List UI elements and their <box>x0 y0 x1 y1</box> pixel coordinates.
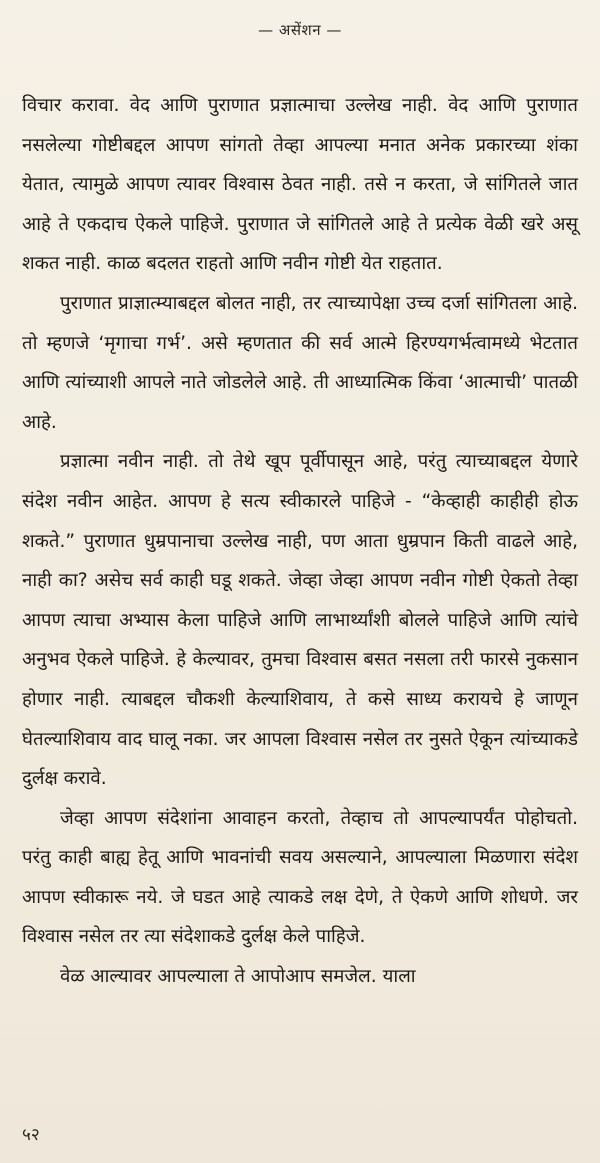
paragraph-5: वेळ आल्यावर आपल्याला ते आपोआप समजेल. याला <box>60 966 416 988</box>
paragraph-1: विचार करावा. वेद आणि पुराणात प्रज्ञात्माचा उल्लेख नाही. वेद आणि पुराणात नसलेल्या गोष्टीबद्दल आपण सांगतो तेव्हा आपल्या मनात अनेक प्रकारच्या शंका येतात, त्यामुळे आपण त्यावर विश्वास ठेवत नाही. तसे न करता, जे सांगितले जात आहे ते एकदाच ऐकले पाहिजे. पुराणात जे सांगितले आहे ते प्रत्येक वेळी खरे असू शकत नाही. काळ बदलत राहतो आणि नवीन गोष्टी येत राहतात. <box>22 95 578 275</box>
paragraph-3: प्रज्ञात्मा नवीन नाही. तो तेथे खूप पूर्वीपासून आहे, परंतु त्याच्याबद्दल येणारे संदेश नवीन आहेत. आपण हे सत्य स्वीकारले पाहिजे - “केव्हाही काहीही होऊ शकते.” पुराणात धुम्रपानाचा उल्लेख नाही, पण आता धुम्रपान किती वाढले आहे, नाही का? असेच सर्व काही घडू शकते. जेव्हा जेव्हा आपण नवीन गोष्टी ऐकतो तेव्हा आपण त्याचा अभ्यास केला पाहिजे आणि लाभार्थ्यांशी बोलले पाहिजे आणि त्यांचे अनुभव ऐकले पाहिजे. हे केल्यावर, तुमचा विश्वास बसत नसला तरी फारसे नुकसान होणार नाही. त्याबद्दल चौकशी केल्याशिवाय, ते कसे साध्य करायचे हे जाणून घेतल्याशिवाय वाद घालू नका. जर आपला विश्वास नसेल तर नुसते ऐकून त्यांच्याकडे दुर्लक्ष करावे. <box>22 451 578 790</box>
page-number: ५२ <box>22 1125 40 1145</box>
body-text <box>22 86 578 997</box>
running-header: — असेंशन — <box>258 21 342 39</box>
paragraph-4: जेव्हा आपण संदेशांना आवाहन करतो, तेव्हाच तो आपल्यापर्यंत पोहोचतो. परंतु काही बाह्य हेतू आणि भावनांची सवय असल्याने, आपल्याला मिळणारा संदेश आपण स्वीकारू नये. जे घडत आहे त्याकडे लक्ष देणे, ते ऐकणे आणि शोधणे. जर विश्वास नसेल तर त्या संदेशाकडे दुर्लक्ष केले पाहिजे. <box>22 807 578 948</box>
paragraph-2: पुराणात प्राज्ञात्म्याबद्दल बोलत नाही, तर त्याच्यापेक्षा उच्च दर्जा सांगितला आहे. तो म्हणजे ‘मृगाचा गर्भ’. असे म्हणतात की सर्व आत्मे हिरण्यगर्भत्वामध्ये भेटतात आणि त्यांच्याशी आपले नाते जोडलेले आहे. ती आध्यात्मिक किंवा ‘आत्माची’ पातळी आहे. <box>22 292 578 433</box>
